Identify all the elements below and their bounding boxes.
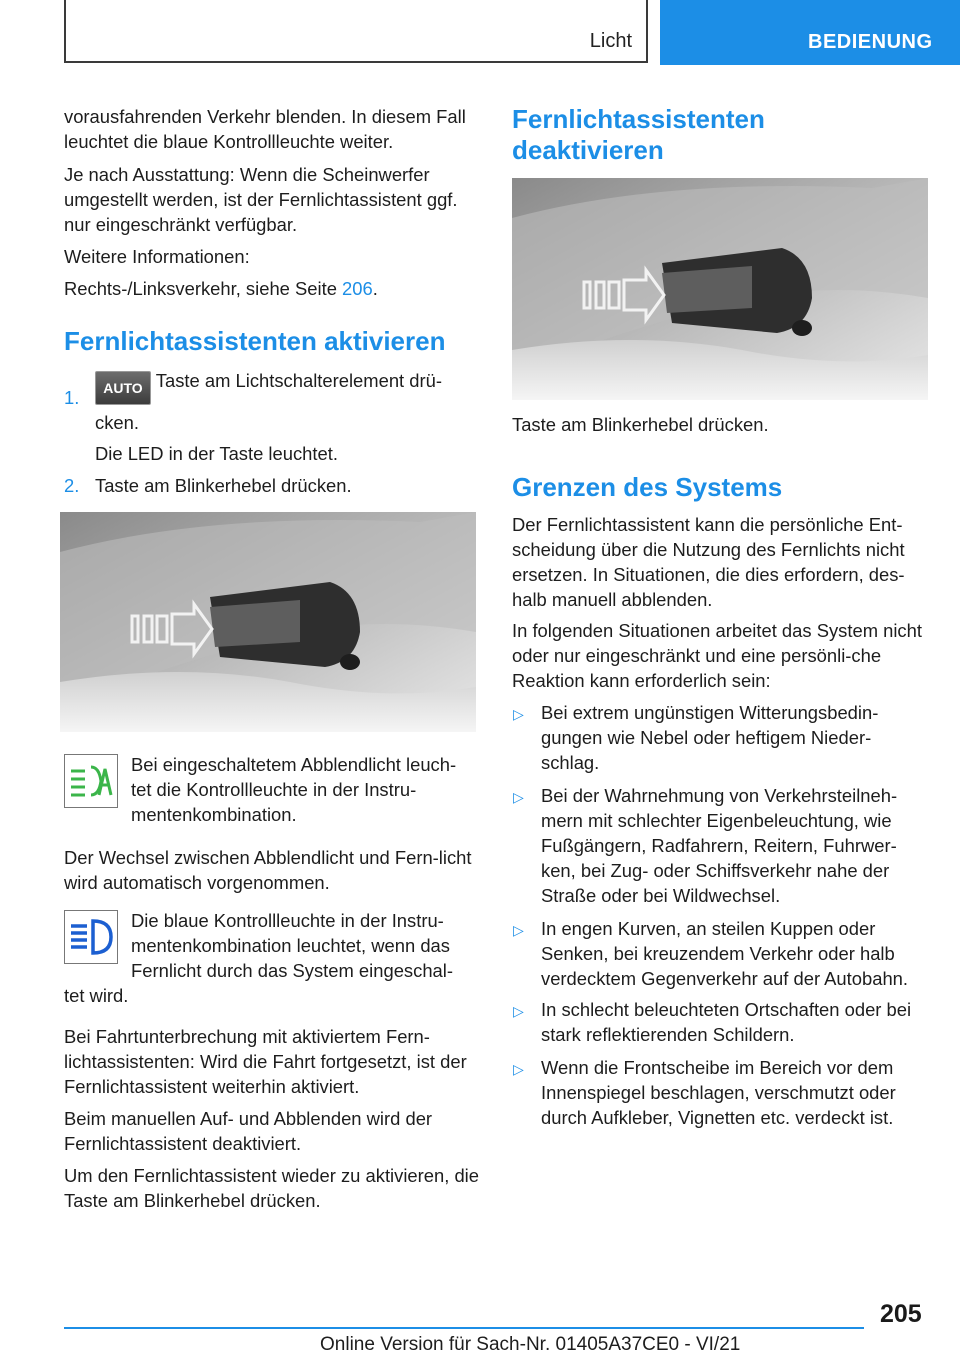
left-paragraph-8: Um den Fernlichtassistent wieder zu aktivieren, die Taste am Blinkerhebel drücken. xyxy=(64,1165,479,1211)
right-paragraph-2: In folgenden Situationen arbeitet das System nicht oder nur eingeschränkt und eine persönli-che Reaktion kann erforderlich sein: xyxy=(512,620,922,691)
step-1-note: Die LED in der Taste leuchtet. xyxy=(95,443,338,464)
list-item: Wenn die Frontscheibe im Bereich vor dem Innenspiegel beschlagen, verschmutzt oder durch Aufkleber, Vignetten etc. verdeckt ist. xyxy=(541,1057,896,1128)
bullet-glyph: ▷ xyxy=(513,1061,524,1077)
right-paragraph-1: Der Fernlichtassistent kann die persönliche Ent-scheidung über die Nutzung des Fernlichts nicht ersetzen. In Situationen, die dies erfordern, des-halb manuell abblenden. xyxy=(512,514,905,610)
auto-low-beam-indicator-icon xyxy=(64,754,118,808)
step-1-label: Taste am Lichtschalterelement drü- xyxy=(151,370,442,391)
list-item: Bei extrem ungünstigen Witterungsbedin-gungen wie Nebel oder heftigem Nieder-schlag. xyxy=(541,702,879,773)
bullet-glyph: ▷ xyxy=(513,789,524,805)
page-number: 205 xyxy=(880,1300,922,1328)
bullet-glyph: ▷ xyxy=(513,1003,524,1019)
chapter-title: BEDIENUNG xyxy=(808,31,933,53)
step-2-text: Taste am Blinkerhebel drücken. xyxy=(95,475,352,496)
lever-photo-right xyxy=(512,178,928,400)
left-paragraph-7: Beim manuellen Auf- und Abblenden wird der Fernlichtassistent deaktiviert. xyxy=(64,1108,433,1154)
auto-button-icon: AUTO xyxy=(95,371,151,405)
left-paragraph-5: Der Wechsel zwischen Abblendlicht und Fern-licht wird automatisch vorgenommen. xyxy=(64,847,472,893)
left-paragraph-4 xyxy=(64,276,484,301)
page-link[interactable]: 206 xyxy=(342,278,373,299)
lever-illustration xyxy=(512,178,928,400)
lever-photo-left xyxy=(60,512,476,732)
note-indicator-high-beam: Die blaue Kontrollleuchte in der Instru-mentenkombination leuchtet, wenn das Fernlicht durch das System eingeschal- xyxy=(131,910,453,981)
heading-deactivate: Fernlichtassistenten deaktivieren xyxy=(512,104,765,165)
list-item: Bei der Wahrnehmung von Verkehrsteilneh-mern mit schlechter Eigenbeleuchtung, wie Fußgängern, Radfahrern, Reitern, Fuhrwer-ken, bei Zug- oder Schiffsverkehr nahe der Straße oder bei Wildwechsel. xyxy=(541,785,898,906)
step-1-continuation: cken. xyxy=(95,412,139,433)
cross-ref-end: . xyxy=(372,278,378,299)
step-1-text xyxy=(95,368,485,405)
heading-activate: Fernlichtassistenten aktivieren xyxy=(64,326,446,356)
step-1-number: 1. xyxy=(64,387,80,408)
bullet-glyph: ▷ xyxy=(513,706,524,722)
left-paragraph-3: Weitere Informationen: xyxy=(64,246,250,267)
cross-ref-text: Rechts-/Linksverkehr, siehe Seite xyxy=(64,278,343,299)
left-paragraph-1: vorausfahrenden Verkehr blenden. In diesem Fall leuchtet die blaue Kontrollleuchte weiter. xyxy=(64,106,466,152)
list-item: In engen Kurven, an steilen Kuppen oder Senken, bei kreuzendem Verkehr oder halb verdecktem Gegenverkehr auf der Autobahn. xyxy=(541,918,909,989)
left-paragraph-2: Je nach Ausstattung: Wenn die Scheinwerfer umgestellt werden, ist der Fernlichtassistent ggf. nur eingeschränkt verfügbar. xyxy=(64,164,458,235)
footer-version: Online Version für Sach-Nr. 01405A37CE0 - VI/21 xyxy=(320,1334,741,1355)
left-paragraph-6: Bei Fahrtunterbrechung mit aktiviertem Fern-lichtassistenten: Wird die Fahrt fortgesetzt, ist der Fernlichtassistent weiterhin aktiviert. xyxy=(64,1026,467,1097)
list-item: In schlecht beleuchteten Ortschaften oder bei stark reflektierenden Schildern. xyxy=(541,999,912,1045)
high-beam-indicator-icon xyxy=(64,910,118,964)
header-section-box xyxy=(64,0,648,63)
photo-caption: Taste am Blinkerhebel drücken. xyxy=(512,414,769,435)
lever-illustration xyxy=(60,512,476,732)
bullet-glyph: ▷ xyxy=(513,922,524,938)
step-2-number: 2. xyxy=(64,475,80,496)
note-indicator-high-beam-end: tet wird. xyxy=(64,985,129,1006)
note-indicator-low-beam: Bei eingeschaltetem Abblendlicht leuch-tet die Kontrollleuchte in der Instru-mentenkombination. xyxy=(131,754,457,825)
section-title: Licht xyxy=(589,30,632,52)
footer-divider xyxy=(64,1327,864,1329)
heading-limits: Grenzen des Systems xyxy=(512,472,783,502)
chapter-tab xyxy=(660,0,960,65)
